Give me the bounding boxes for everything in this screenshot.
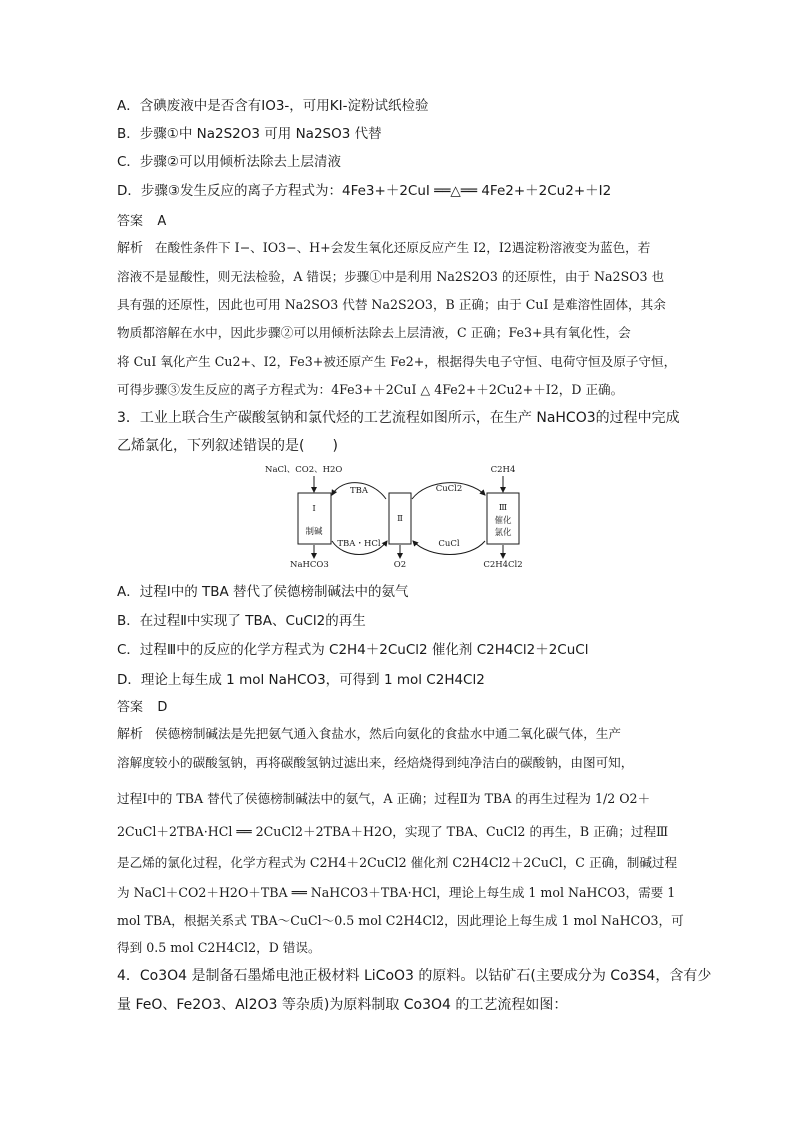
q3-option-a: A．过程Ⅰ中的 TBA 替代了侯德榜制碱法中的氨气: [117, 584, 409, 600]
q3-analysis-line-4: 2CuCl＋2TBA·HCl ══ 2CuCl2＋2TBA＋H2O，实现了 TBA、CuCl2 的再生，B 正确；过程Ⅲ: [117, 824, 669, 839]
q2-analysis-label: 解析: [117, 241, 144, 256]
q3-analysis-line-8: 得到 0.5 mol C2H4Cl2，D 错误。: [117, 940, 321, 955]
q2-option-d: D．步骤③发生反应的离子方程式为：4Fe3+＋2CuI ══△══ 4Fe2+＋2Cu2+＋I2: [117, 183, 612, 199]
q2-analysis-line-4: 物质都溶解在水中，因此步骤②可以用倾析法除去上层清液，C 正确；Fe3+具有氧化性，会: [117, 325, 631, 340]
box3-name-2: 氯化: [494, 528, 512, 538]
q2-option-c: C．步骤②可以用倾析法除去上层清液: [117, 154, 342, 170]
arrow-cucl-label: CuCl: [438, 539, 460, 549]
box3-number: Ⅲ: [498, 503, 508, 513]
q2-analysis-line-1: 解析 在酸性条件下 I−、IO3−、H+会发生氧化还原反应产生 I2，I2遇淀粉溶液变为蓝色，若: [117, 240, 651, 256]
arrow-cucl2-label: CuCl2: [435, 484, 463, 494]
q3-analysis-line-5: 是乙烯的氯化过程，化学方程式为 C2H4＋2CuCl2 催化剂 C2H4Cl2＋2CuCl，C 正确，制碱过程: [117, 855, 678, 870]
q2-analysis-line-5: 将 CuI 氧化产生 Cu2+、I2，Fe3+被还原产生 Fe2+，根据得失电子守恒、电荷守恒及原子守恒，: [117, 354, 677, 369]
q3-analysis-line-3: 过程Ⅰ中的 TBA 替代了侯德榜制碱法中的氨气，A 正确；过程Ⅱ为 TBA 的再生过程为 1/2 O2＋: [117, 791, 651, 806]
input-left-label: NaCl、CO2、H2O: [265, 465, 343, 475]
q3-answer-value: D: [157, 700, 168, 715]
output-mid-label: O2: [393, 560, 407, 570]
q3-stem-line-1: 3．工业上联合生产碳酸氢钠和氯代烃的工艺流程如图所示，在生产 NaHCO3的过程中完成: [117, 410, 680, 426]
q3-answer-label: 答案: [117, 700, 144, 715]
output-left-label: NaHCO3: [290, 560, 329, 570]
q4-stem-line-2: 量 FeO、Fe2O3、Al2O3 等杂质)为原料制取 Co3O4 的工艺流程如图：: [117, 997, 568, 1013]
q2-analysis-line-6: 可得步骤③发生反应的离子方程式为：4Fe3+＋2CuI △ 4Fe2+＋2Cu2+＋I2，D 正确。: [117, 382, 624, 397]
q3-analysis-line-6: 为 NaCl＋CO2＋H2O＋TBA ══ NaHCO3＋TBA·HCl，理论上每生成 1 mol NaHCO3，需要 1: [117, 885, 676, 900]
input-right-label: C2H4: [490, 465, 516, 475]
q3-analysis-line-2: 溶解度较小的碳酸氢钠，再将碳酸氢钠过滤出来，经焙烧得到纯净洁白的碳酸钠，由图可知，: [117, 755, 634, 770]
output-right-label: C2H4Cl2: [483, 560, 523, 570]
q3-analysis-label: 解析: [117, 727, 144, 742]
q2-analysis-line-3: 具有强的还原性，因此也可用 Na2SO3 代替 Na2S2O3，B 正确；由于 CuI 是难溶性固体，其余: [117, 297, 666, 312]
arrow-tba-hcl-label: TBA・HCl: [337, 539, 381, 549]
box1-number: Ⅰ: [312, 504, 316, 514]
q2-option-a: A．含碘废液中是否含有IO3-，可用KI-淀粉试纸检验: [117, 98, 429, 114]
arrow-tba-label: TBA: [349, 486, 369, 496]
q2-answer-value: A: [157, 214, 167, 229]
q2-answer-line: [117, 211, 166, 232]
q2-option-b: B．步骤①中 Na2S2O3 可用 Na2SO3 代替: [117, 126, 382, 142]
q3-analysis-line-7: mol TBA，根据关系式 TBA～CuCl～0.5 mol C2H4Cl2，因此理论上每生成 1 mol NaHCO3，可: [117, 913, 684, 928]
q2-analysis-line-2: 溶液不是显酸性，则无法检验，A 错误；步骤①中是利用 Na2S2O3 的还原性，由于 Na2SO3 也: [117, 269, 665, 284]
q3-option-c: C．过程Ⅲ中的反应的化学方程式为 C2H4＋2CuCl2 催化剂 C2H4Cl2＋2CuCl: [117, 642, 589, 658]
q3-option-b: B．在过程Ⅱ中实现了 TBA、CuCl2的再生: [117, 613, 366, 629]
q3-stem-line-2: 乙烯氯化，下列叙述错误的是( ): [117, 438, 338, 454]
q3-analysis-line-1: 解析 侯德榜制碱法是先把氨气通入食盐水，然后向氨化的食盐水中通二氧化碳气体，生产: [117, 726, 621, 742]
box2-number: Ⅱ: [397, 514, 403, 524]
q2-answer-label: 答案: [117, 214, 144, 229]
box3-name-1: 催化: [494, 516, 512, 526]
q4-stem-line-1: 4．Co3O4 是制备石墨烯电池正极材料 LiCoO3 的原料。以钴矿石(主要成分为 Co3S4，含有少: [117, 968, 712, 984]
process-flow-diagram: [262, 463, 534, 571]
box1-name: 制碱: [305, 527, 323, 537]
q3-answer-line: [117, 697, 167, 718]
q3-option-d: D．理论上每生成 1 mol NaHCO3，可得到 1 mol C2H4Cl2: [117, 672, 485, 688]
